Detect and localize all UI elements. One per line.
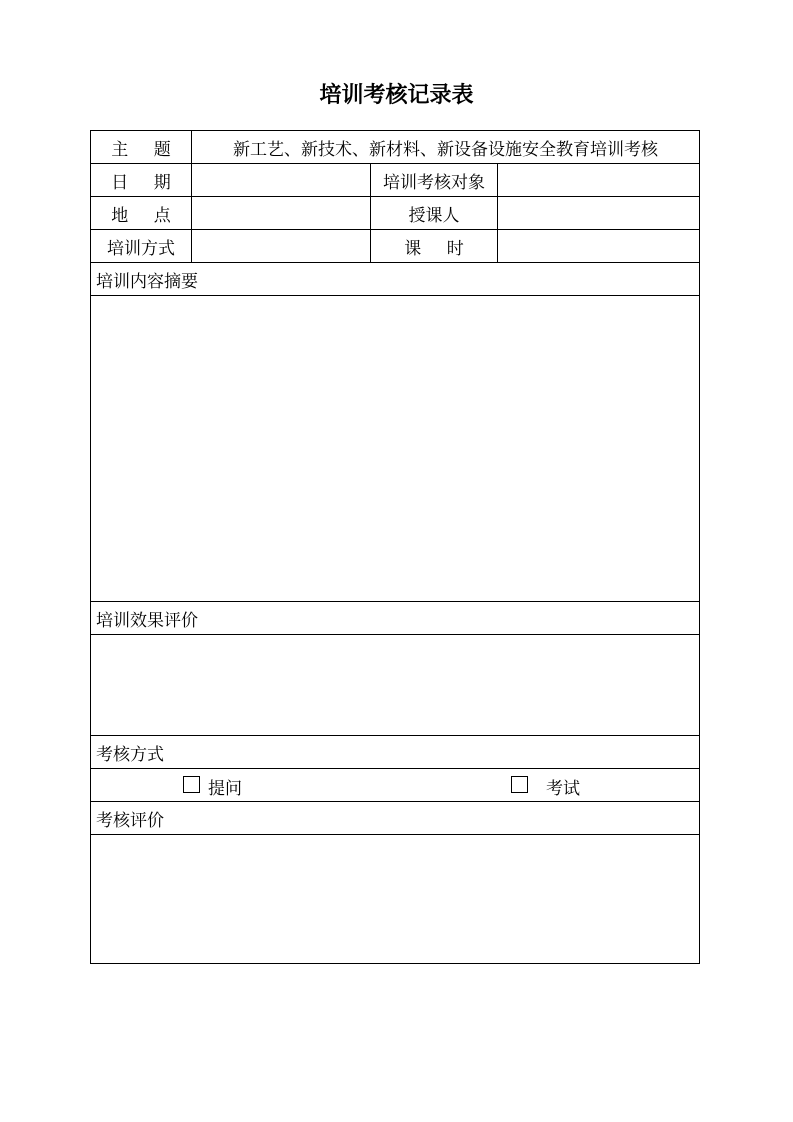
assessment-evaluation-field[interactable] <box>90 834 700 964</box>
exam-checkbox[interactable] <box>511 776 528 793</box>
method-label-cell <box>90 229 192 263</box>
lecturer-label-cell <box>370 196 498 230</box>
question-option-label: 提问 <box>208 779 242 799</box>
target-label-cell <box>370 163 498 197</box>
topic-value: 新工艺、新技术、新材料、新设备设施安全教育培训考核 <box>233 139 658 160</box>
method-field[interactable] <box>191 229 371 263</box>
content-summary-heading: 培训内容摘要 <box>90 262 700 296</box>
assessment-options-row <box>90 768 700 802</box>
date-label-cell <box>90 163 197 197</box>
effect-evaluation-field[interactable] <box>90 634 700 736</box>
question-checkbox[interactable] <box>183 776 200 793</box>
hours-field[interactable] <box>497 229 700 263</box>
topic-label: 主题 <box>111 139 197 160</box>
assessment-evaluation-heading: 考核评价 <box>90 801 700 835</box>
page-title: 培训考核记录表 <box>319 83 474 108</box>
location-field[interactable] <box>191 196 371 230</box>
target-field[interactable] <box>497 163 700 197</box>
assessment-method-heading: 考核方式 <box>90 735 700 769</box>
date-field[interactable] <box>191 163 371 197</box>
exam-option-label: 考试 <box>546 779 580 799</box>
method-label: 培训方式 <box>107 238 175 259</box>
date-label: 日期 <box>111 172 197 193</box>
topic-value-cell[interactable] <box>191 130 700 164</box>
lecturer-field[interactable] <box>497 196 700 230</box>
location-label: 地点 <box>111 205 197 226</box>
lecturer-label: 授课人 <box>408 205 460 226</box>
hours-label-cell <box>370 229 498 263</box>
hours-label: 课时 <box>404 238 490 259</box>
content-summary-field[interactable] <box>90 295 700 602</box>
location-label-cell <box>90 196 197 230</box>
target-label: 培训考核对象 <box>383 172 485 193</box>
effect-evaluation-heading: 培训效果评价 <box>90 601 700 635</box>
topic-label-cell <box>90 130 197 164</box>
